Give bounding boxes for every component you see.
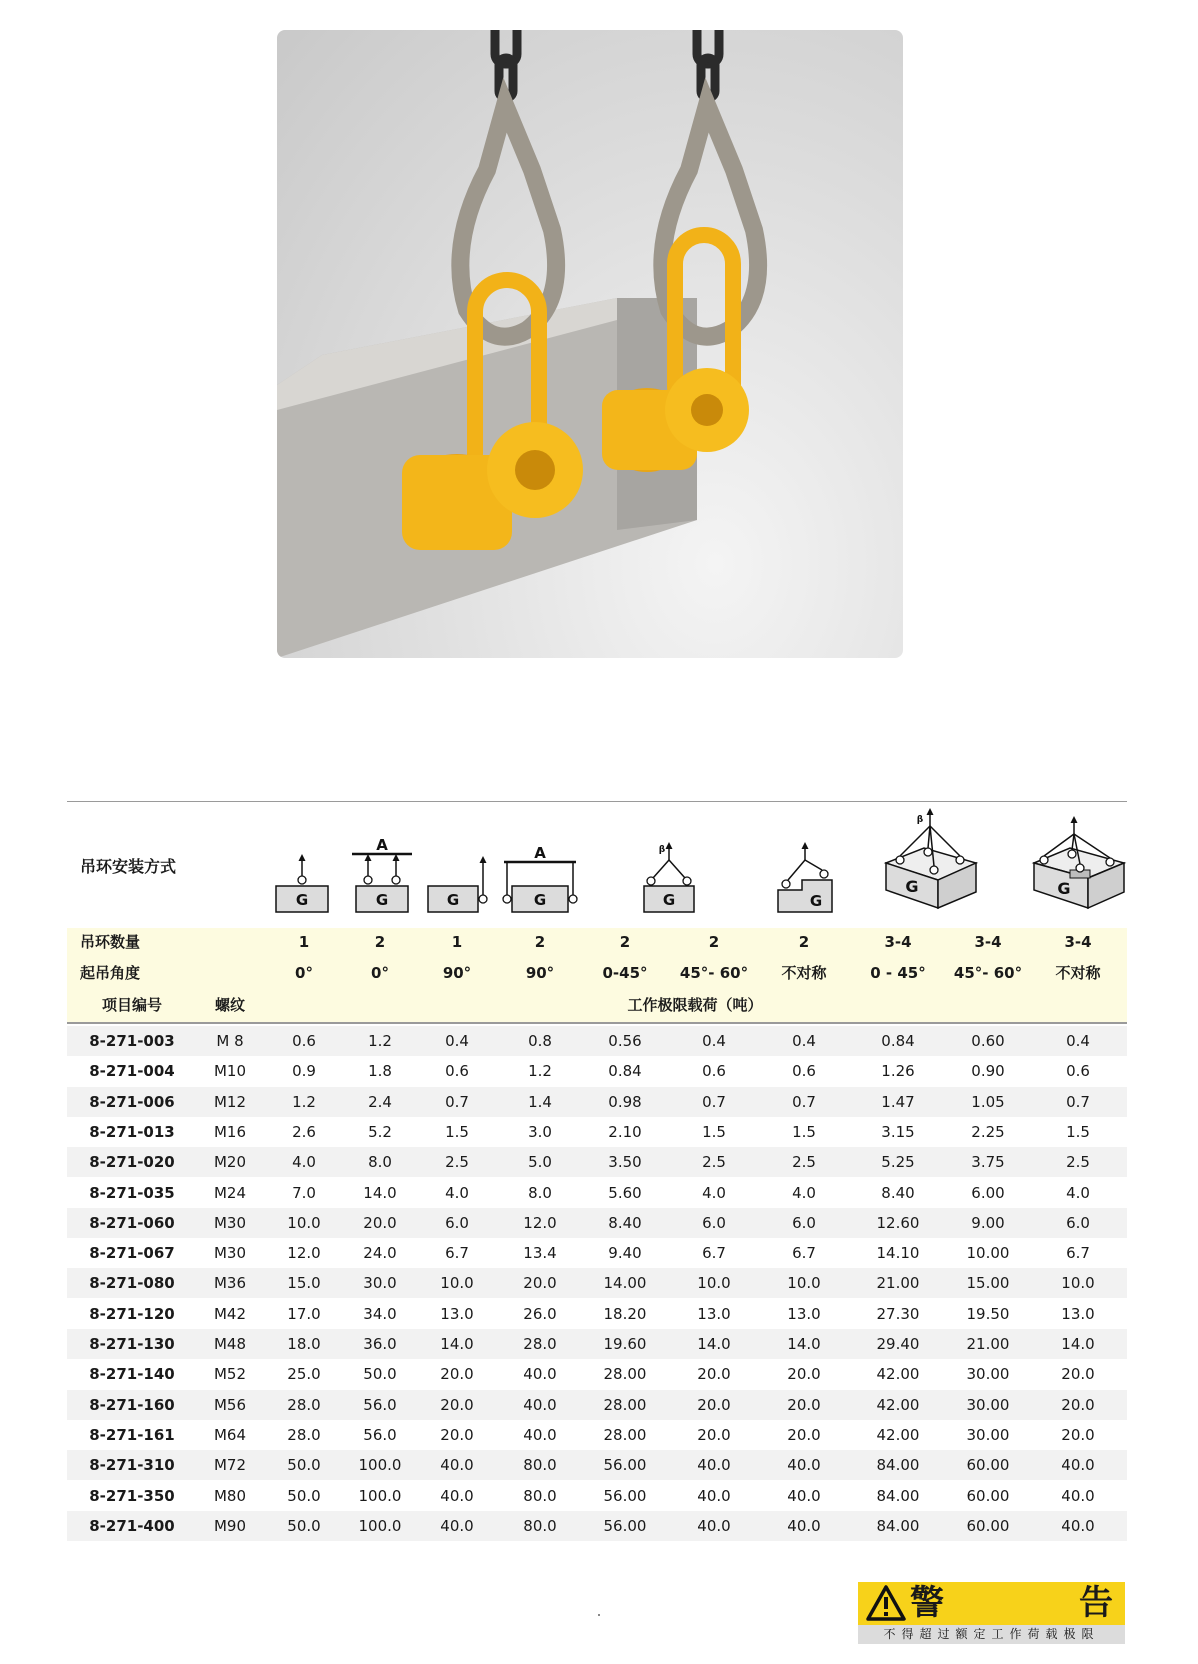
wll-value-cell: 0.8	[528, 1032, 552, 1050]
wll-value-cell: 40.0	[523, 1365, 557, 1384]
table-row	[67, 1117, 1127, 1147]
double-90-side-beam-lift-icon	[500, 844, 580, 913]
wll-value-cell: 13.0	[440, 1304, 474, 1323]
wll-value-cell: 50.0	[287, 1456, 321, 1475]
wll-value-cell: 14.10	[876, 1244, 920, 1263]
wll-value-cell: 1.4	[528, 1092, 552, 1111]
wll-value-cell: 0.6	[792, 1062, 816, 1081]
wll-value-cell: 9.00	[971, 1213, 1005, 1232]
wll-value-cell: 6.0	[1066, 1213, 1090, 1232]
wll-value-cell: 28.00	[603, 1425, 647, 1444]
wll-value-cell: 6.0	[702, 1213, 726, 1232]
wll-value-cell: 50.0	[287, 1486, 321, 1505]
wll-value-cell: 8.0	[528, 1183, 552, 1202]
wll-value-cell: 25.0	[287, 1365, 321, 1384]
table-row	[67, 1268, 1127, 1298]
sling-count-cell: 2	[798, 933, 810, 951]
sling-count-cell: 1	[451, 933, 463, 951]
wll-value-cell: 2.10	[608, 1122, 642, 1141]
wll-value-cell: 80.0	[523, 1486, 557, 1505]
wll-value-cell: 1.5	[445, 1122, 469, 1141]
wll-value-cell: 21.00	[876, 1274, 920, 1293]
wll-value-cell: 2.5	[702, 1153, 726, 1172]
wll-value-cell: 28.0	[523, 1335, 557, 1353]
wll-value-cell: 3.50	[608, 1153, 642, 1172]
sling-count-label: 吊环数量	[80, 933, 141, 951]
sling-count-cell: 2	[374, 933, 386, 951]
item-code-cell: 8-271-067	[89, 1244, 175, 1263]
wll-value-cell: 40.0	[523, 1425, 557, 1444]
thread-cell: M72	[213, 1456, 247, 1475]
lift-angle-cell: 45°- 60°	[679, 964, 749, 982]
sling-count-cell: 1	[298, 933, 310, 951]
table-row	[67, 1208, 1127, 1238]
wll-value-cell: 4.0	[702, 1183, 726, 1202]
wll-value-cell: 0.7	[792, 1092, 816, 1111]
svg-text:G: G	[533, 891, 547, 909]
sling-count-cell: 3-4	[884, 933, 912, 951]
thread-cell: M52	[213, 1365, 247, 1384]
wll-value-cell: 100.0	[358, 1516, 402, 1535]
warning-title-left: 警	[910, 1583, 944, 1623]
double-angle-45-60-lift-icon	[776, 838, 836, 913]
wll-value-cell: 0.7	[702, 1092, 726, 1111]
wll-value-cell: 13.0	[697, 1304, 731, 1323]
item-code-cell: 8-271-130	[89, 1335, 175, 1353]
wll-value-cell: 24.0	[363, 1244, 397, 1263]
wll-value-cell: 26.0	[523, 1304, 557, 1323]
wll-value-cell: 1.05	[971, 1092, 1005, 1111]
wll-value-cell: 20.0	[1061, 1365, 1095, 1384]
wll-value-cell: 40.0	[1061, 1486, 1095, 1505]
wll-value-cell: 5.60	[608, 1183, 642, 1202]
wll-value-cell: 100.0	[358, 1486, 402, 1505]
svg-text:G: G	[1057, 879, 1071, 898]
sling-count-cell: 3-4	[1064, 933, 1092, 951]
wll-value-cell: 18.20	[603, 1304, 647, 1323]
table-row	[67, 1390, 1127, 1420]
wll-value-cell: 42.00	[876, 1395, 920, 1414]
wll-value-cell: 80.0	[523, 1516, 557, 1535]
wll-value-cell: 56.00	[603, 1486, 647, 1505]
four-leg-45-60-lift-icon	[1030, 818, 1128, 913]
wll-value-cell: 2.5	[445, 1153, 469, 1172]
thread-cell: M20	[213, 1153, 247, 1172]
wll-value-cell: 30.00	[966, 1395, 1010, 1414]
table-row	[67, 1511, 1127, 1541]
wll-value-cell: 13.4	[523, 1244, 557, 1263]
wll-value-cell: 20.0	[1061, 1395, 1095, 1414]
wll-value-cell: 20.0	[697, 1365, 731, 1384]
wll-value-cell: 100.0	[358, 1456, 402, 1475]
wll-value-cell: 20.0	[1061, 1425, 1095, 1444]
wll-value-cell: 6.7	[702, 1244, 726, 1263]
wll-value-cell: 0.7	[1066, 1092, 1090, 1111]
sling-count-cell: 2	[534, 933, 546, 951]
wll-value-cell: 6.0	[792, 1213, 816, 1232]
table-row	[67, 1056, 1127, 1086]
table-row	[67, 1178, 1127, 1208]
wll-value-cell: 17.0	[287, 1304, 321, 1323]
wll-value-cell: 15.0	[287, 1274, 321, 1293]
thread-cell: M 8	[216, 1032, 244, 1050]
table-row	[67, 1026, 1127, 1056]
lift-angle-cell: 0°	[371, 964, 389, 982]
table-top-rule	[67, 801, 1127, 802]
wll-value-cell: 40.0	[440, 1486, 474, 1505]
sling-count-cell: 3-4	[974, 933, 1002, 951]
four-leg-45-60-lift-icon-wrapper	[1030, 818, 1128, 913]
warning-triangle-icon	[866, 1585, 906, 1621]
wll-value-cell: 0.98	[608, 1092, 642, 1111]
table-row	[67, 1147, 1127, 1177]
wll-value-cell: 30.00	[966, 1365, 1010, 1384]
svg-text:G: G	[662, 891, 676, 909]
wll-value-cell: 1.5	[702, 1122, 726, 1141]
wll-value-cell: 27.30	[876, 1304, 920, 1323]
item-code-cell: 8-271-006	[89, 1092, 175, 1111]
thread-cell: M56	[213, 1395, 247, 1414]
wll-value-cell: 21.00	[966, 1335, 1010, 1353]
wll-value-cell: 4.0	[292, 1153, 316, 1172]
item-code-cell: 8-271-400	[89, 1516, 175, 1535]
svg-text:A: A	[376, 836, 388, 854]
item-code-header: 项目编号	[101, 996, 162, 1014]
wll-value-cell: 0.56	[608, 1032, 642, 1050]
wll-value-cell: 20.0	[787, 1425, 821, 1444]
wll-value-cell: 84.00	[876, 1486, 920, 1505]
lift-angle-cell: 90°	[525, 964, 555, 982]
wll-value-cell: 3.0	[528, 1122, 552, 1141]
wll-header: 工作极限载荷（吨）	[627, 996, 763, 1014]
wll-value-cell: 12.60	[876, 1213, 920, 1232]
thread-cell: M42	[213, 1304, 247, 1323]
wll-value-cell: 9.40	[608, 1244, 642, 1263]
warning-sign	[858, 1582, 1125, 1644]
row-sling-count	[0, 927, 1198, 958]
warning-header	[858, 1582, 1125, 1625]
wll-value-cell: 6.00	[971, 1183, 1005, 1202]
item-code-cell: 8-271-140	[89, 1365, 175, 1384]
wll-value-cell: 56.00	[603, 1516, 647, 1535]
item-code-cell: 8-271-003	[89, 1032, 175, 1050]
wll-value-cell: 28.00	[603, 1395, 647, 1414]
wll-value-cell: 20.0	[697, 1395, 731, 1414]
table-row	[67, 1329, 1127, 1359]
wll-value-cell: 0.90	[971, 1062, 1005, 1081]
wll-value-cell: 19.50	[966, 1304, 1010, 1323]
item-code-cell: 8-271-350	[89, 1486, 175, 1505]
wll-value-cell: 19.60	[603, 1335, 647, 1353]
warning-subtitle: 不得超过额定工作荷载极限	[858, 1625, 1125, 1644]
wll-value-cell: 42.00	[876, 1425, 920, 1444]
lift-angle-cell: 不对称	[781, 964, 827, 982]
wll-value-cell: 5.2	[368, 1122, 392, 1141]
wll-value-cell: 30.00	[966, 1425, 1010, 1444]
table-row	[67, 1087, 1127, 1117]
wll-value-cell: 4.0	[445, 1183, 469, 1202]
wll-value-cell: 14.00	[603, 1274, 647, 1293]
wll-value-cell: 6.7	[1066, 1244, 1090, 1263]
wll-value-cell: 40.0	[440, 1456, 474, 1475]
wll-value-cell: 40.0	[697, 1456, 731, 1475]
wll-value-cell: 14.0	[787, 1335, 821, 1353]
wll-value-cell: 0.4	[702, 1032, 726, 1050]
wll-value-cell: 2.5	[792, 1153, 816, 1172]
wll-value-cell: 0.84	[881, 1032, 915, 1050]
wll-value-cell: 34.0	[363, 1304, 397, 1323]
wll-value-cell: 13.0	[787, 1304, 821, 1323]
wll-value-cell: 5.0	[528, 1153, 552, 1172]
wll-value-cell: 3.75	[971, 1153, 1005, 1172]
wll-value-cell: 7.0	[292, 1183, 316, 1202]
wll-value-cell: 0.6	[1066, 1062, 1090, 1081]
wll-value-cell: 15.00	[966, 1274, 1010, 1293]
item-code-cell: 8-271-035	[89, 1183, 175, 1202]
table-row	[67, 1481, 1127, 1511]
table-row	[67, 1238, 1127, 1268]
thread-cell: M10	[213, 1062, 247, 1081]
wll-value-cell: 0.6	[702, 1062, 726, 1081]
wll-value-cell: 0.4	[792, 1032, 816, 1050]
lift-angle-cell: 0 - 45°	[870, 964, 926, 982]
wll-value-cell: 40.0	[697, 1486, 731, 1505]
wll-value-cell: 42.00	[876, 1365, 920, 1384]
lift-angle-cell: 90°	[442, 964, 472, 982]
stray-dot	[598, 1614, 600, 1616]
table-row	[67, 1299, 1127, 1329]
wll-value-cell: 10.0	[287, 1213, 321, 1232]
wll-value-cell: 4.0	[1066, 1183, 1090, 1202]
svg-text:G: G	[375, 891, 389, 909]
wll-value-cell: 28.0	[287, 1395, 321, 1414]
wll-value-cell: 3.15	[881, 1122, 915, 1141]
thread-cell: M90	[213, 1516, 247, 1535]
item-code-cell: 8-271-310	[89, 1456, 175, 1475]
wll-value-cell: 0.60	[971, 1032, 1005, 1050]
wll-value-cell: 1.5	[792, 1122, 816, 1141]
item-code-cell: 8-271-013	[89, 1122, 175, 1141]
wll-value-cell: 28.00	[603, 1365, 647, 1384]
wll-value-cell: 29.40	[876, 1335, 920, 1353]
wll-value-cell: 50.0	[363, 1365, 397, 1384]
wll-value-cell: 28.0	[287, 1425, 321, 1444]
wll-value-cell: 20.0	[440, 1365, 474, 1384]
wll-value-cell: 56.00	[603, 1456, 647, 1475]
wll-value-cell: 40.0	[1061, 1516, 1095, 1535]
lift-angle-cell: 45°- 60°	[953, 964, 1023, 982]
wll-value-cell: 40.0	[787, 1456, 821, 1475]
wll-value-cell: 20.0	[787, 1395, 821, 1414]
wll-value-cell: 56.0	[363, 1395, 397, 1414]
wll-value-cell: 30.0	[363, 1274, 397, 1293]
svg-text:G: G	[905, 877, 919, 896]
wll-value-cell: 2.6	[292, 1122, 316, 1141]
thread-cell: M48	[213, 1335, 247, 1353]
item-code-cell: 8-271-020	[89, 1153, 175, 1172]
wll-value-cell: 0.9	[292, 1062, 316, 1081]
wll-value-cell: 56.0	[363, 1425, 397, 1444]
item-code-cell: 8-271-120	[89, 1304, 175, 1323]
table-row	[67, 1359, 1127, 1389]
lift-angle-label: 起吊角度	[80, 964, 141, 982]
wll-value-cell: 10.00	[966, 1244, 1010, 1263]
asymmetric-double-lift-icon-wrapper	[880, 808, 980, 913]
wll-value-cell: 0.6	[445, 1062, 469, 1081]
table-row	[67, 1420, 1127, 1450]
wll-value-cell: 20.0	[440, 1395, 474, 1414]
thread-cell: M12	[213, 1092, 247, 1111]
wll-value-cell: 1.5	[1066, 1122, 1090, 1141]
wll-value-cell: 6.7	[445, 1244, 469, 1263]
wll-value-cell: 0.4	[1066, 1032, 1090, 1050]
thread-header: 螺纹	[214, 996, 245, 1014]
svg-text:G: G	[446, 891, 460, 909]
item-code-cell: 8-271-060	[89, 1213, 175, 1232]
wll-value-cell: 12.0	[523, 1213, 557, 1232]
row-lift-angle	[0, 958, 1198, 989]
wll-value-cell: 2.5	[1066, 1153, 1090, 1172]
double-angle-lift-icon-wrapper	[642, 838, 698, 913]
wll-value-cell: 60.00	[966, 1456, 1010, 1475]
wll-value-cell: 10.0	[787, 1274, 821, 1293]
thread-cell: M30	[213, 1244, 247, 1263]
wll-value-cell: 2.4	[368, 1092, 392, 1111]
thread-cell: M30	[213, 1213, 247, 1232]
wll-value-cell: 36.0	[363, 1335, 397, 1353]
lift-angle-cell: 0-45°	[602, 964, 648, 982]
four-leg-angle-lift-icon	[0, 0, 1, 1]
row-column-headers	[0, 990, 1198, 1021]
wll-value-cell: 6.7	[792, 1244, 816, 1263]
wll-value-cell: 6.0	[445, 1213, 469, 1232]
product-photo	[277, 30, 903, 658]
double-angle-lift-icon	[642, 838, 698, 913]
lift-angle-cell: 0°	[295, 964, 313, 982]
svg-text:A: A	[534, 844, 546, 862]
wll-value-cell: 8.40	[608, 1213, 642, 1232]
wll-value-cell: 84.00	[876, 1456, 920, 1475]
table-row	[67, 1450, 1127, 1480]
svg-text:β: β	[916, 815, 924, 825]
wll-value-cell: 40.0	[1061, 1456, 1095, 1475]
wll-value-cell: 40.0	[787, 1486, 821, 1505]
header-rule	[67, 1022, 1127, 1024]
sling-count-cell: 2	[708, 933, 720, 951]
wll-value-cell: 0.84	[608, 1062, 642, 1081]
wll-value-cell: 14.0	[363, 1183, 397, 1202]
lift-angle-cell: 不对称	[1055, 964, 1101, 982]
svg-text:β: β	[658, 845, 666, 855]
wll-value-cell: 14.0	[440, 1335, 474, 1353]
wll-value-cell: 0.6	[292, 1032, 316, 1050]
svg-text:G: G	[295, 891, 309, 909]
wll-value-cell: 10.0	[1061, 1274, 1095, 1293]
wll-value-cell: 18.0	[287, 1335, 321, 1353]
wll-value-cell: 8.40	[881, 1183, 915, 1202]
wll-value-cell: 4.0	[792, 1183, 816, 1202]
single-vertical-lift-icon-wrapper	[274, 848, 334, 913]
wll-value-cell: 20.0	[787, 1365, 821, 1384]
wll-value-cell: 13.0	[1061, 1304, 1095, 1323]
thread-cell: M36	[213, 1274, 247, 1293]
double-vertical-beam-lift-icon	[350, 836, 414, 913]
wll-value-cell: 2.25	[971, 1122, 1005, 1141]
wll-value-cell: 1.2	[368, 1032, 392, 1050]
wll-value-cell: 10.0	[440, 1274, 474, 1293]
wll-value-cell: 12.0	[287, 1244, 321, 1263]
warning-title-right: 告	[1079, 1583, 1113, 1623]
wll-value-cell: 0.7	[445, 1092, 469, 1111]
single-90-side-lift-icon	[426, 854, 490, 913]
single-vertical-lift-icon	[274, 848, 334, 913]
item-code-cell: 8-271-080	[89, 1274, 175, 1293]
item-code-cell: 8-271-161	[89, 1425, 175, 1444]
wll-value-cell: 20.0	[440, 1425, 474, 1444]
wll-value-cell: 84.00	[876, 1516, 920, 1535]
wll-value-cell: 80.0	[523, 1456, 557, 1475]
double-vertical-beam-lift-icon-wrapper	[350, 836, 414, 913]
single-90-side-lift-icon-wrapper	[426, 854, 490, 913]
wll-value-cell: 40.0	[440, 1516, 474, 1535]
wll-value-cell: 1.26	[881, 1062, 915, 1081]
wll-value-cell: 8.0	[368, 1153, 392, 1172]
wll-value-cell: 0.4	[445, 1032, 469, 1050]
double-90-side-beam-lift-icon-wrapper	[500, 844, 580, 913]
wll-value-cell: 20.0	[697, 1425, 731, 1444]
wll-value-cell: 5.25	[881, 1153, 915, 1172]
wll-value-cell: 60.00	[966, 1486, 1010, 1505]
double-angle-45-60-lift-icon-wrapper	[776, 838, 836, 913]
wll-value-cell: 1.47	[881, 1092, 915, 1111]
thread-cell: M24	[213, 1183, 247, 1202]
wll-value-cell: 50.0	[287, 1516, 321, 1535]
wll-value-cell: 20.0	[523, 1274, 557, 1293]
thread-cell: M64	[213, 1425, 247, 1444]
wll-value-cell: 1.2	[528, 1062, 552, 1081]
asymmetric-double-lift-icon	[880, 808, 980, 913]
wll-value-cell: 20.0	[363, 1213, 397, 1232]
item-code-cell: 8-271-004	[89, 1062, 175, 1081]
wll-value-cell: 14.0	[697, 1335, 731, 1353]
item-code-cell: 8-271-160	[89, 1395, 175, 1414]
wll-value-cell: 1.8	[368, 1062, 392, 1081]
wll-value-cell: 1.2	[292, 1092, 316, 1111]
thread-cell: M80	[213, 1486, 247, 1505]
wll-value-cell: 40.0	[697, 1516, 731, 1535]
wll-value-cell: 40.0	[787, 1516, 821, 1535]
mount-method-label: 吊环安装方式	[80, 857, 177, 876]
wll-value-cell: 60.00	[966, 1516, 1010, 1535]
wll-value-cell: 10.0	[697, 1274, 731, 1293]
thread-cell: M16	[213, 1122, 247, 1141]
wll-value-cell: 40.0	[523, 1395, 557, 1414]
wll-value-cell: 14.0	[1061, 1335, 1095, 1353]
svg-text:G: G	[809, 892, 823, 910]
four-leg-angle-lift-icon-wrapper	[0, 0, 1, 1]
sling-count-cell: 2	[619, 933, 631, 951]
